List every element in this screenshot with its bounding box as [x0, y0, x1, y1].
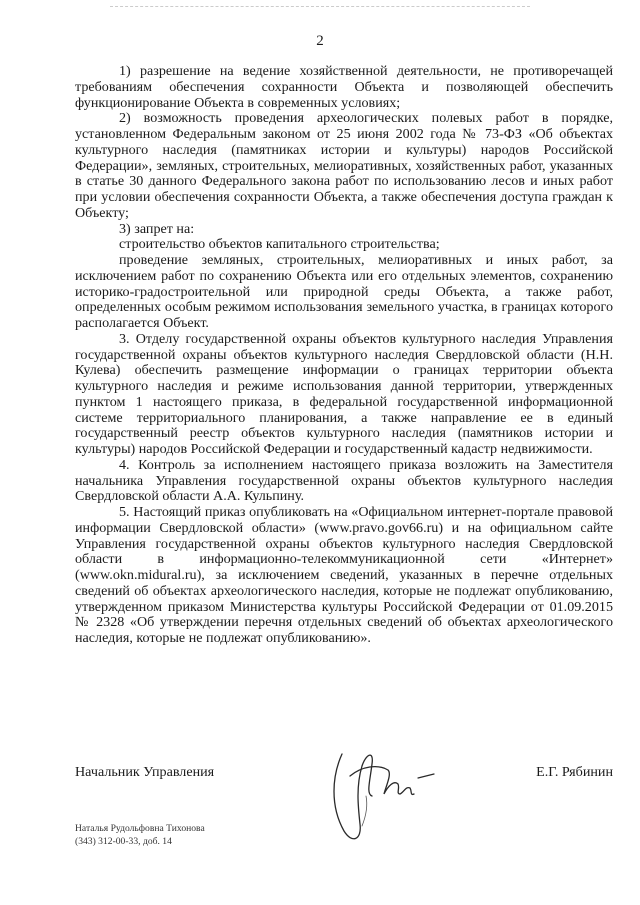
handwritten-signature	[322, 736, 452, 848]
paragraph-archaeology: 2) возможность проведения археологических полевых работ в порядке, установленном Федеральным законом от 25 июня 2002 года № 73-ФЗ «Об объектах культурного наследия (памятниках истории и культуры) народов Российской Федерации», земляных, строительных, мелиоративных, хозяйственных работ, указанных в статье 30 данного Федерального закона работ по использованию лесов и иных работ при условии обеспечения сохранности Объекта, а также обеспечения доступа граждан к Объекту;	[75, 110, 613, 221]
paragraph-item-4: 4. Контроль за исполнением настоящего приказа возложить на Заместителя начальника Управления государственной охраны объектов культурного наследия Свердловской области А.А. Кульпину.	[75, 456, 613, 505]
page-number: 2	[316, 33, 324, 49]
paragraph-prohibition-intro: 3) запрет на:	[119, 220, 195, 237]
paragraph-item-3: 3. Отделу государственной охраны объектов культурного наследия Управления государственной охраны объектов культурного наследия Свердловской области (Н.Н. Кулева) обеспечить размещение информации о границах территории объекта культурного наследия и режиме использования данной территории, утвержденных пунктом 1 настоящего приказа, в федеральной государственной информационной системе территориального планирования, а также направление ее в единый государственный реестр объектов культурного наследия (памятников истории и культуры) народов Российской Федерации и государственный кадастр недвижимости.	[75, 330, 613, 457]
paragraph-prohibition-works: проведение земляных, строительных, мелиоративных и иных работ, за исключением работ по сохранению Объекта или его отдельных элементов, сохранению историко-градостроительной или природной среды Объекта, а также работ, определенных особым режимом использования земельного участка, в границах которого располагается Объект.	[75, 252, 613, 331]
contact-name: Наталья Рудольфовна Тихонова	[75, 823, 205, 834]
paragraph-item-5: 5. Настоящий приказ опубликовать на «Официальном интернет-портале правовой информации Свердловской области» (www.pravo.gov66.ru) и на официальном сайте Управления государственной охраны объектов культурного наследия Свердловской области в информационно-телекоммуникационной сети «Интернет» (www.okn.midural.ru), за исключением сведений, указанных в перечне отдельных сведений об объектах археологического наследия, которые не подлежат опубликованию, утвержденном приказом Министерства культуры Российской Федерации от 01.09.2015 № 2328 «Об утверждении перечня отдельных сведений об объектах археологического наследия, которые не подлежат опубликованию».	[75, 504, 613, 646]
contact-info	[75, 823, 205, 848]
paragraph-prohibition-construction: строительство объектов капитального строительства;	[119, 236, 440, 253]
signatory-position: Начальник Управления	[75, 764, 215, 780]
document-body	[75, 64, 613, 647]
contact-phone: (343) 312-00-33, доб. 14	[75, 835, 172, 847]
scan-top-edge	[110, 6, 530, 7]
paragraph-permission: 1) разрешение на ведение хозяйственной деятельности, не противоречащей требованиям обеспечения сохранности Объекта и позволяющей обеспечить функционирование Объекта в современных условиях;	[75, 63, 613, 111]
signatory-name: Е.Г. Рябинин	[536, 764, 613, 780]
